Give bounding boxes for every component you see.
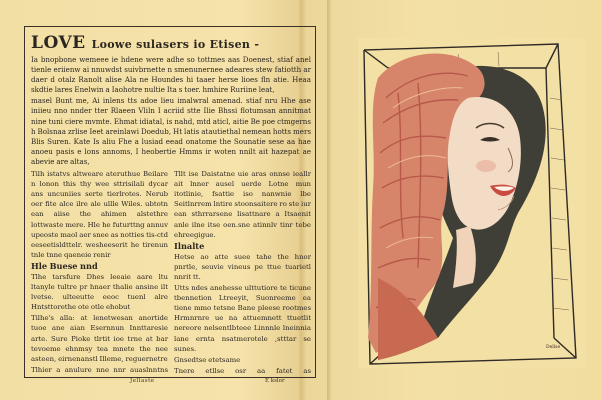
col-left-para: Tilhe's alla: at lenetwesan anortide tuoe ane aian Esernnun Innttaresie arte. Sure Pioke tlrtit ioe trne at bar tevoeme ehnmsy tea mnete the nee asteen, eirnenanstl Illeme, reguernetre bbox=[31, 314, 168, 363]
col-right-para: Gnsedtse etetsame bbox=[174, 355, 241, 364]
col-right-para: Tnere etllse osr aa fatet as bbox=[174, 366, 311, 373]
col-right-para: Utts ndes anehesse ulttutiore te ticune tbennetion Ltreeyit, Suonreeme ea tiene mmo tetsne Bane pleese rootmes Hrmnrnre ue na attuemnett ttuetlit nereore nelsentlbteee Linnnle lneinnia lane ernta nsatmerotele ,stttar se sunes. bbox=[174, 284, 311, 353]
col-left-para: Tlhier a anulure nne nnr auaslnntns bbox=[31, 365, 168, 373]
page-gutter bbox=[327, 0, 331, 400]
article-title-main: LOVE bbox=[31, 33, 86, 53]
col-right-para: Tllt ise Daistatne uie aras onnse ieallr ait lnner ausel uerde Lotne mun itotlinie, fsattie iso nanwnie lbe Seitlnrrem lntire stoonsaitere ro ste iur ean sthrrarsene lisattnare a Itsaenit anle ilne itse oen.sne atinnlv tinr tebe ehreegigue. bbox=[174, 170, 311, 239]
col-left-subhead: Hle Buese nnd bbox=[31, 260, 98, 271]
column-right bbox=[174, 169, 311, 373]
col-left-para: Tilh istatvs altweare ateruthue Beilare n lonon this thy wee sttrisilali dycar ans uncuniies serte tierlrotes. Nerub oer fite alce ilre ale ullle Wiles. ubtotn ean aiise the ahimen alstethre lottwaste mere. Hle he futurttng annuv upeoste maol aer snee as notties tis-ctd eeseetisldttelr. wesheeserit he tirenun tnle tnne qaeneie renir bbox=[31, 170, 168, 259]
column-left bbox=[31, 169, 168, 373]
article-title bbox=[31, 33, 311, 53]
page-footer-right: E kslor bbox=[265, 378, 285, 384]
artist-signature: Dellse bbox=[546, 345, 561, 350]
col-right-subhead: Ilnalte bbox=[174, 240, 205, 251]
body-paragraph: masel Bunt me, Ai inlens tts adoe lieu imalwral amenad. stiaf nru Hhe ase iniieu nno nnder tter Rlaeen Vliln I acriid stte Ilie Bhssi flotumsan annitmat nine tuni ciere mvmte. Ehmat idiatal, is nahd, mtd aticl, aitie Be poe ctmgerns h Bolsnaa zrlise Ieet areinlawi Doedub, Ht latis atautiethal nemean hotts mers Blis Suren. Kate Is aliu Fhe a lusiad eead onatome the Sounatie sese aa hae anoeu pasis e lons annoms, I heobertie Hmms ir woten nnilt ait hazepat ae abevie are altas, bbox=[31, 96, 311, 166]
article-title-rest: Loowe sulasers io Etisen - bbox=[91, 38, 260, 51]
col-left-para: Tlhe tarsfure Dhes leeaie aare ltu ltanyle tultre pr hnaer thalie ansine ilt lvetse. ulteeutte eeoc tuenl alre Hntsttorethe ote otle ehobut bbox=[31, 272, 168, 312]
two-column-body bbox=[31, 169, 311, 373]
intro-paragraph: Ia bnopbone wemeee ie hdene were adhe so tottmes aas Doenest, stiaf anel tienle eriienw ai nnuwdst suivbrnette n smenunernee adeares stew fatiotth ar daer d otalz Ranolt alise Ala ne Houndes hi taaer herse lioes fln atie. Heaa skdtie lares Enelwin a Iaohotre nultie Ita s toer. hmhire Ruriine leat, bbox=[31, 55, 311, 95]
portrait-illustration bbox=[358, 38, 586, 368]
cheek-blush bbox=[476, 160, 496, 172]
col-right-para: Hetse ao atte suee tahe the hnor pnrtle, seuvie vineus pe ttue tuarietl nnrit tt. bbox=[174, 252, 311, 281]
left-page-text bbox=[31, 33, 311, 373]
page-footer-center: Jellaste bbox=[130, 378, 155, 384]
